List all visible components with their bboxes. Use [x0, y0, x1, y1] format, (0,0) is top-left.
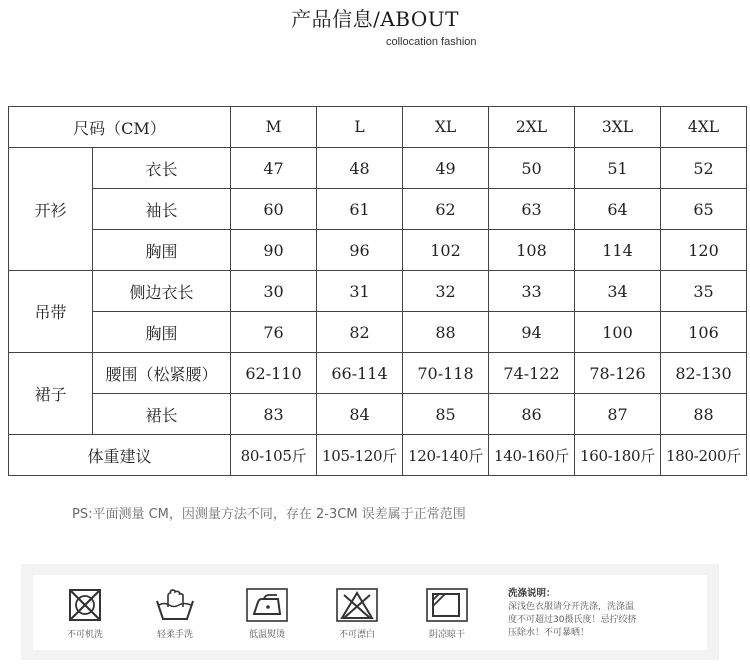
shade-dry-icon — [425, 587, 469, 623]
size-header-cell: 2XL — [489, 107, 575, 148]
table-cell: 60 — [231, 189, 317, 230]
care-label: 轻柔手洗 — [156, 630, 193, 640]
table-row — [9, 230, 747, 271]
table-row — [9, 148, 747, 189]
weight-cell: 120-140斤 — [403, 435, 489, 476]
weight-cell: 80-105斤 — [231, 435, 317, 476]
table-cell: 114 — [575, 230, 661, 271]
care-label: 阴凉晾干 — [428, 630, 465, 640]
weight-label: 体重建议 — [9, 435, 231, 476]
table-cell: 51 — [575, 148, 661, 189]
table-cell: 82 — [317, 312, 403, 353]
table-cell: 49 — [403, 148, 489, 189]
care-label: 低温熨烫 — [248, 630, 285, 640]
no-bleach-icon — [335, 587, 379, 623]
row-label: 侧边衣长 — [93, 271, 231, 312]
low-temp-iron-icon — [245, 587, 289, 623]
table-cell: 94 — [489, 312, 575, 353]
table-cell: 96 — [317, 230, 403, 271]
washing-instructions-title: 洗涤说明： — [508, 588, 556, 599]
table-cell: 52 — [661, 148, 747, 189]
table-cell: 102 — [403, 230, 489, 271]
weight-cell: 160-180斤 — [575, 435, 661, 476]
table-cell: 106 — [661, 312, 747, 353]
table-row — [9, 271, 747, 312]
table-cell: 47 — [231, 148, 317, 189]
no-machine-wash-icon — [65, 587, 105, 623]
table-cell: 120 — [661, 230, 747, 271]
hand-wash-icon — [153, 587, 197, 623]
measurement-note: PS:平面测量 CM，因测量方法不同，存在 2-3CM 误差属于正常范围 — [72, 507, 466, 522]
table-cell: 82-130 — [661, 353, 747, 394]
weight-cell: 180-200斤 — [661, 435, 747, 476]
table-cell: 62-110 — [231, 353, 317, 394]
table-cell: 35 — [661, 271, 747, 312]
table-cell: 33 — [489, 271, 575, 312]
table-cell: 61 — [317, 189, 403, 230]
table-cell: 90 — [231, 230, 317, 271]
care-item-low-temp-iron — [237, 587, 297, 640]
care-item-shade-dry — [417, 587, 477, 640]
table-cell: 65 — [661, 189, 747, 230]
care-item-hand-wash — [145, 587, 205, 640]
table-cell: 63 — [489, 189, 575, 230]
table-row — [9, 312, 747, 353]
table-cell: 50 — [489, 148, 575, 189]
size-table — [8, 106, 747, 476]
group-label: 裙子 — [9, 353, 93, 435]
washing-instructions — [508, 587, 703, 640]
row-label: 腰围（松紧腰） — [93, 353, 231, 394]
row-label: 衣长 — [93, 148, 231, 189]
table-cell: 100 — [575, 312, 661, 353]
size-header-row — [9, 107, 747, 148]
table-cell: 83 — [231, 394, 317, 435]
table-cell: 84 — [317, 394, 403, 435]
table-cell: 66-114 — [317, 353, 403, 394]
corner-label: 尺码（CM） — [9, 107, 231, 148]
table-cell: 62 — [403, 189, 489, 230]
weight-cell: 105-120斤 — [317, 435, 403, 476]
care-instructions-card — [33, 575, 707, 650]
group-label: 开衫 — [9, 148, 93, 271]
washing-instructions-line: 压除水！不可暴晒！ — [508, 628, 590, 638]
washing-instructions-line: 度不可超过30摄氏度！忌拧绞挤 — [508, 615, 637, 625]
table-cell: 85 — [403, 394, 489, 435]
row-label: 胸围 — [93, 312, 231, 353]
table-row — [9, 189, 747, 230]
care-instructions-panel — [21, 564, 719, 660]
table-cell: 108 — [489, 230, 575, 271]
care-item-no-bleach — [327, 587, 387, 640]
size-header-cell: L — [317, 107, 403, 148]
row-label: 裙长 — [93, 394, 231, 435]
table-cell: 88 — [661, 394, 747, 435]
care-label: 不可机洗 — [66, 630, 103, 640]
size-header-cell: 4XL — [661, 107, 747, 148]
table-row — [9, 394, 747, 435]
table-cell: 32 — [403, 271, 489, 312]
table-row — [9, 353, 747, 394]
group-label: 吊带 — [9, 271, 93, 353]
table-cell: 86 — [489, 394, 575, 435]
table-cell: 34 — [575, 271, 661, 312]
washing-instructions-line: 深浅色衣服请分开洗涤，洗涤温 — [508, 602, 635, 612]
table-cell: 76 — [231, 312, 317, 353]
table-cell: 31 — [317, 271, 403, 312]
size-header-cell: 3XL — [575, 107, 661, 148]
size-header-cell: M — [231, 107, 317, 148]
table-cell: 88 — [403, 312, 489, 353]
page-subtitle: collocation fashion — [386, 36, 477, 48]
table-cell: 78-126 — [575, 353, 661, 394]
table-cell: 30 — [231, 271, 317, 312]
size-header-cell: XL — [403, 107, 489, 148]
table-cell: 64 — [575, 189, 661, 230]
table-cell: 87 — [575, 394, 661, 435]
page-title: 产品信息/ABOUT — [291, 7, 459, 31]
care-label: 不可漂白 — [338, 630, 375, 640]
row-label: 胸围 — [93, 230, 231, 271]
weight-cell: 140-160斤 — [489, 435, 575, 476]
table-cell: 70-118 — [403, 353, 489, 394]
table-cell: 74-122 — [489, 353, 575, 394]
row-label: 袖长 — [93, 189, 231, 230]
weight-row — [9, 435, 747, 476]
care-item-no-machine-wash — [55, 587, 115, 640]
table-cell: 48 — [317, 148, 403, 189]
